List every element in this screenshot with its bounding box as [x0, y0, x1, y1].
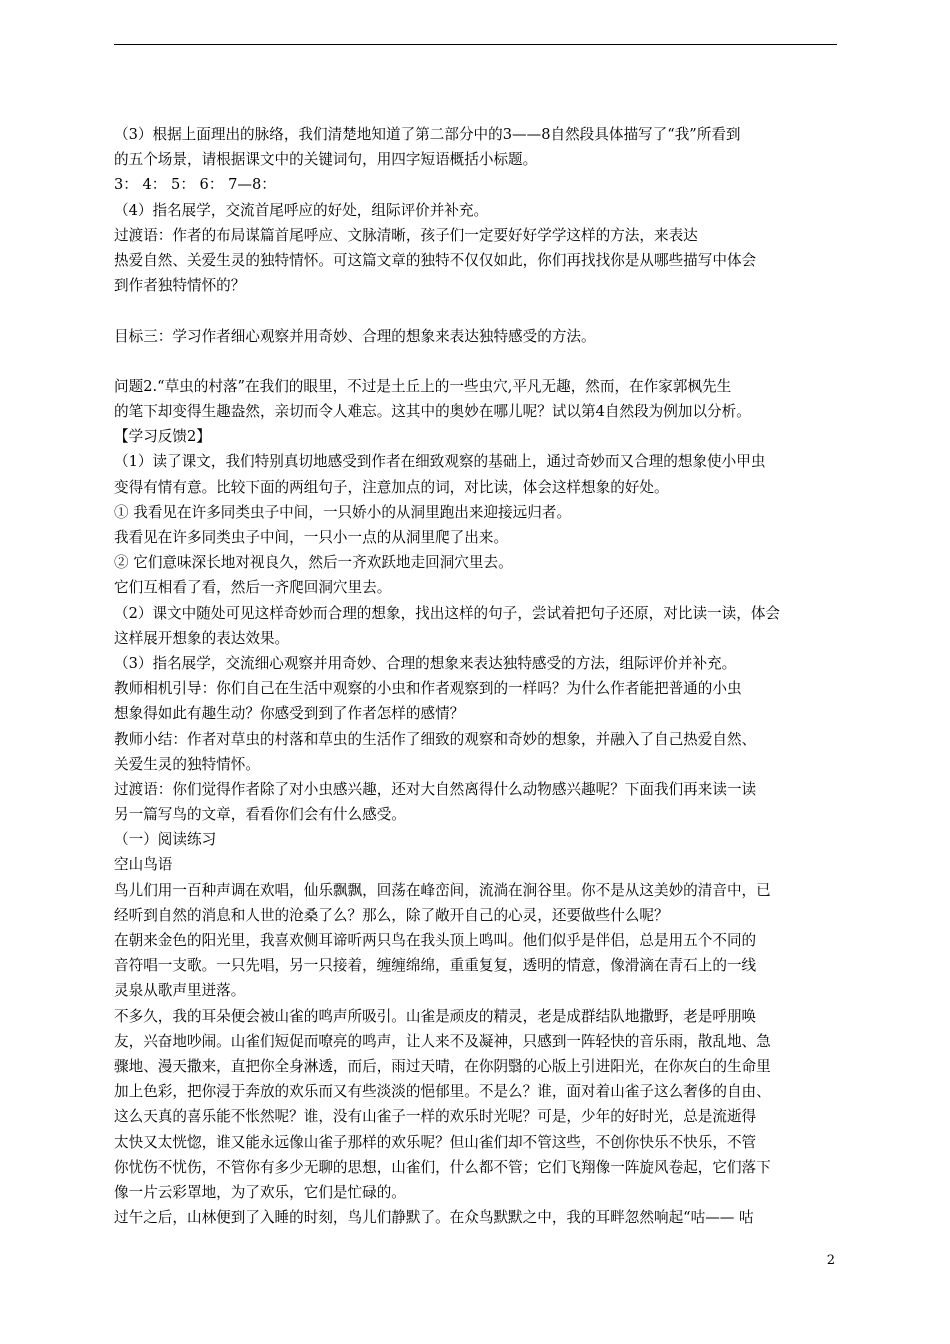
text-line: 不多久，我的耳朵便会被山雀的鸣声所吸引。山雀是顽皮的精灵，老是成群结队地撒野，老是呼朋唤: [114, 1007, 757, 1025]
text-line: 热爱自然、关爱生灵的独特情怀。可这篇文章的独特不仅仅如此，你们再找找你是从哪些描写中体会: [114, 251, 757, 269]
header-rule: [114, 44, 837, 45]
text-line: 过渡语：作者的布局谋篇首尾呼应、文脉清晰，孩子们一定要好好学学这样的方法，来表达: [114, 226, 698, 244]
text-line: 教师小结：作者对草虫的村落和草虫的生活作了细致的观察和奇妙的想象，并融入了自己热爱自然、: [114, 730, 757, 748]
blank-line: [114, 298, 839, 323]
text-line: 这么天真的喜乐能不怅然呢？谁，没有山雀子一样的欢乐时光呢？可是，少年的好时光，总是流逝得: [114, 1108, 757, 1126]
text-line: 关爱生灵的独特情怀。: [114, 755, 260, 773]
text-line: 过渡语：你们觉得作者除了对小虫感兴趣，还对大自然离得什么动物感兴趣呢？下面我们再来读一读: [114, 780, 757, 798]
text-line: 这样展开想象的表达效果。: [114, 629, 290, 647]
text-line: 它们互相看了看，然后一齐爬回洞穴里去。: [114, 579, 392, 597]
text-line: 像一片云彩罩地，为了欢乐，它们是忙碌的。: [114, 1183, 406, 1201]
text-line: 友，兴奋地吵闹。山雀们短促而嘹亮的鸣声，让人来不及凝神，只感到一阵轻快的音乐雨，散乱地、急: [114, 1032, 771, 1050]
text-line: 的笔下却变得生趣盎然，亲切而令人难忘。这其中的奥妙在哪儿呢？试以第4自然段为例加以分析。: [114, 403, 751, 421]
text-line: 音符唱一支歌。一只先唱，另一只接着，缠缠绵绵，重重复复，透明的情意，像滑滴在青石上的一线: [114, 957, 757, 975]
text-line: 想象得如此有趣生动？你感受到到了作者怎样的感情？: [114, 705, 465, 723]
text-line: 加上色彩，把你浸于奔放的欢乐而又有些淡淡的悒郁里。不是么？谁，面对着山雀子这么奢侈的自由、: [114, 1083, 771, 1101]
text-line: （3）根据上面理出的脉络，我们清楚地知道了第二部分中的3——8自然段具体描写了“我”所看到: [114, 126, 741, 143]
text-line: 过午之后，山林便到了入睡的时刻，鸟儿们静默了。在众鸟默默之中，我的耳畔忽然响起“咕—— 咕: [114, 1209, 754, 1227]
text-line: 【学习反馈2】: [114, 428, 211, 446]
text-line: 空山鸟语: [114, 856, 173, 874]
text-line: ① 我看见在许多同类虫子中间，一只娇小的从洞里跑出来迎接远归者。: [114, 503, 572, 521]
text-line: （1）读了课文，我们特别真切地感受到作者在细致观察的基础上，通过奇妙而又合理的想象使小甲虫: [114, 453, 766, 471]
text-line: 太快又太恍惚，谁又能永远像山雀子那样的欢乐呢？但山雀们却不管这些，不创你快乐不快乐，不管: [114, 1133, 757, 1151]
text-line: 的五个场景，请根据课文中的关键词句，用四字短语概括小标题。: [114, 151, 538, 169]
text-line: 到作者独特情怀的？: [114, 277, 246, 295]
text-line: （4）指名展学，交流首尾呼应的好处，组际评价并补充。: [114, 201, 489, 219]
text-line: 鸟儿们用一百种声调在欢唱，仙乐飘飘，回荡在峰峦间，流淌在涧谷里。你不是从这美妙的清音中，已: [114, 881, 771, 899]
document-body: [114, 122, 839, 1230]
text-line: 我看见在许多同类虫子中间，一只小一点的从洞里爬了出来。: [114, 529, 509, 546]
text-line: 目标三：学习作者细心观察并用奇妙、合理的想象来表达独特感受的方法。: [114, 327, 596, 345]
text-line: （2）课文中随处可见这样奇妙而合理的想象，找出这样的句子，尝试着把句子还原，对比读一读，体会: [114, 604, 781, 622]
text-line: 问题2.“草虫的村落”在我们的眼里，不过是土丘上的一些虫穴,平凡无趣，然而，在作家郭枫先生: [114, 377, 732, 395]
text-line: 教师相机引导：你们自己在生活中观察的小虫和作者观察到的一样吗？为什么作者能把普通的小虫: [114, 680, 742, 698]
blank-line: [114, 349, 839, 374]
text-line: ② 它们意味深长地对视良久，然后一齐欢跃地走回洞穴里去。: [114, 554, 513, 572]
text-line: 你忧伤不忧伤，不管你有多少无聊的思想，山雀们，什么都不管；它们飞翔像一阵旋风卷起，它们落下: [114, 1158, 771, 1176]
page-number: 2: [826, 1253, 835, 1268]
text-line: 变得有情有意。比较下面的两组句子，注意加点的词，对比读，体会这样想象的好处。: [114, 478, 669, 496]
text-line: 骤地、漫天撒来，直把你全身淋透，而后，雨过天晴，在你阴翳的心版上引进阳光，在你灰白的生命里: [114, 1057, 771, 1075]
text-line: 灵泉从歌声里迸落。: [114, 982, 246, 1000]
text-line: （3）指名展学，交流细心观察并用奇妙、合理的想象来表达独特感受的方法，组际评价并补充。: [114, 654, 737, 672]
text-line: 3： 4： 5： 6： 7—8：: [114, 176, 276, 194]
text-line: （一）阅读练习: [114, 831, 217, 849]
text-line: 另一篇写鸟的文章，看看你们会有什么感受。: [114, 806, 406, 824]
text-line: 在朝来金色的阳光里，我喜欢侧耳谛听两只鸟在我头顶上鸣叫。他们似乎是伴侣，总是用五个不同的: [114, 932, 757, 949]
text-line: 经听到自然的消息和人世的沧桑了么？那么，除了敞开自己的心灵，还要做些什么呢？: [114, 906, 669, 924]
